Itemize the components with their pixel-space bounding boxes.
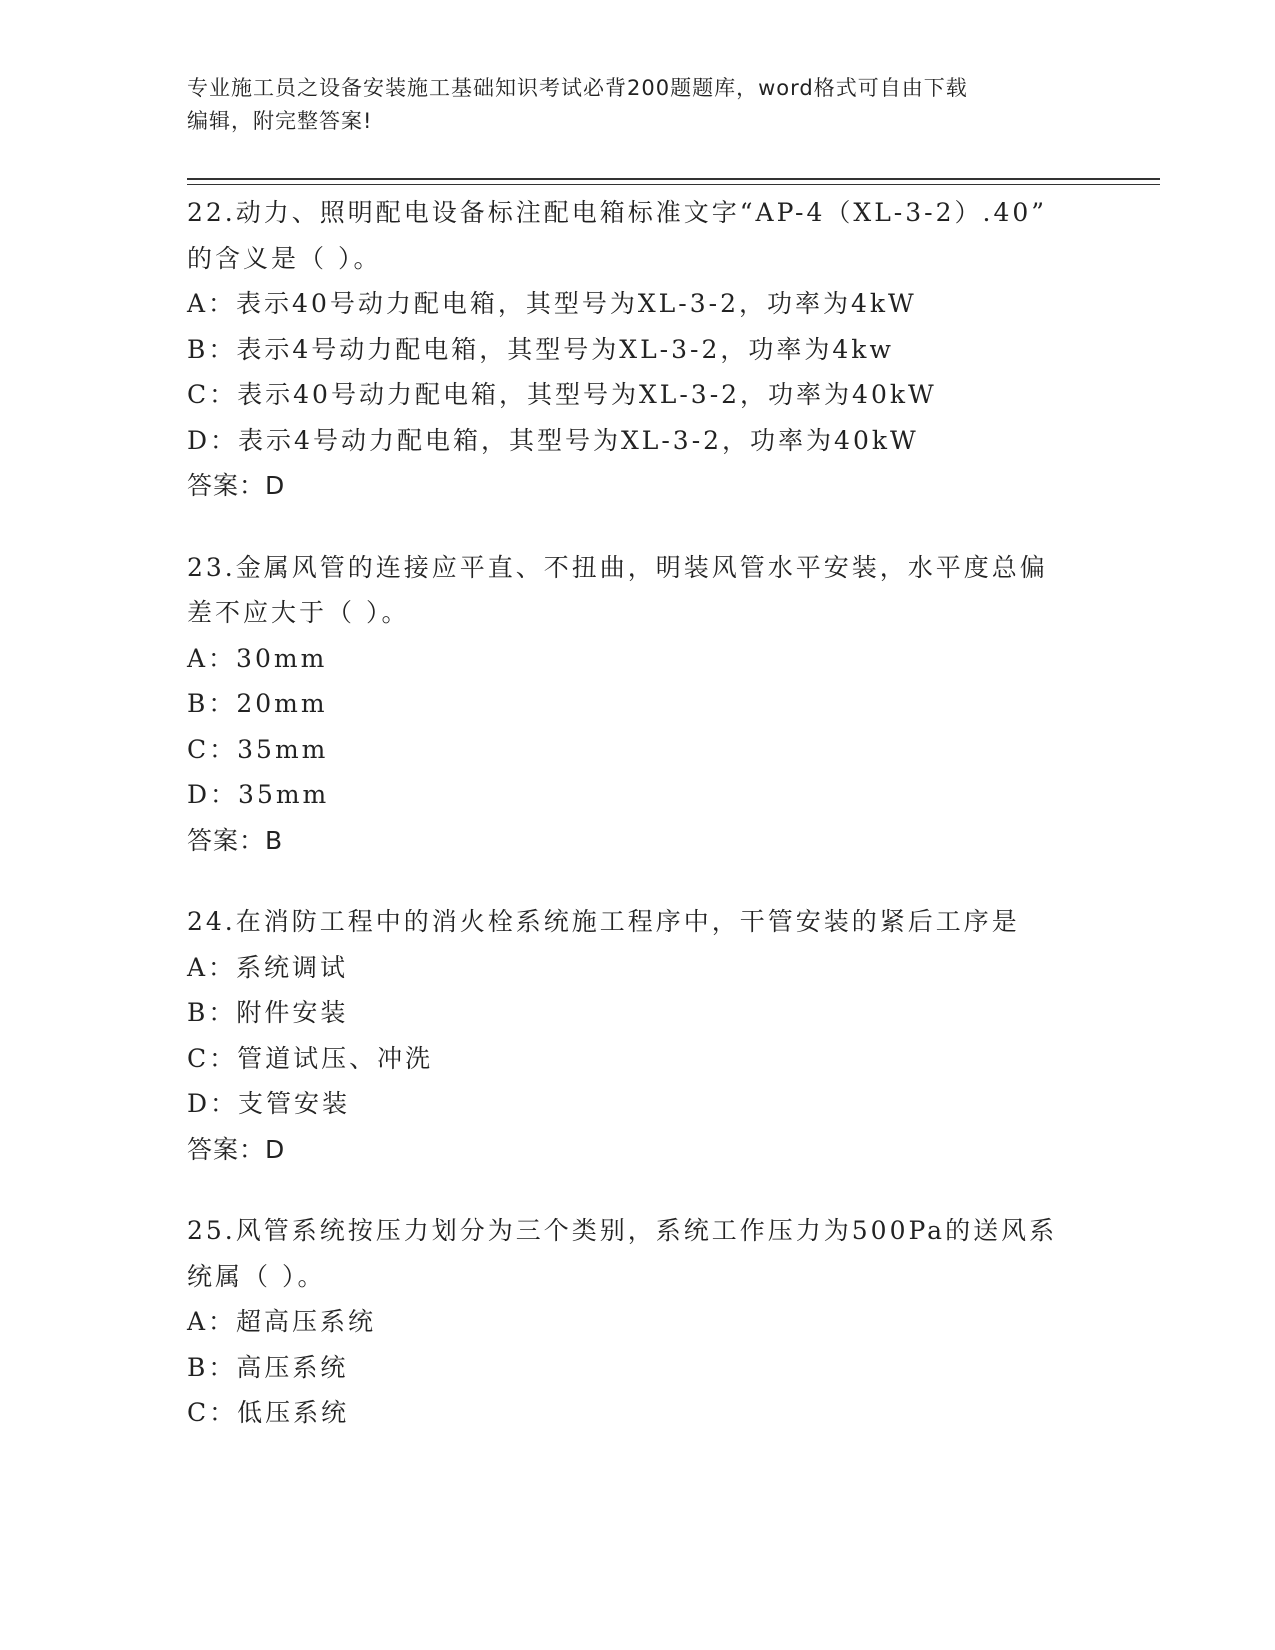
option-d: D：支管安装	[187, 1089, 351, 1118]
question-stem-line-1: 24.在消防工程中的消火栓系统施工程序中，干管安装的紧后工序是	[187, 907, 1020, 936]
answer: 答案：D	[187, 471, 286, 500]
question-25	[187, 1208, 1087, 1436]
option-b: B：高压系统	[187, 1352, 349, 1382]
option-b: B：表示4号动力配电箱，其型号为XL-3-2，功率为4kw	[187, 334, 894, 364]
question-22	[187, 190, 1087, 509]
question-stem-line-1: 25.风管系统按压力划分为三个类别，系统工作压力为500Pa的送风系	[187, 1216, 1058, 1245]
option-c: C：35mm	[187, 734, 329, 764]
option-b: B：20mm	[187, 689, 328, 718]
question-stem-line-2: 统属（ ）。	[187, 1261, 326, 1291]
option-a: A：超高压系统	[187, 1307, 377, 1336]
option-a: A：系统调试	[187, 952, 349, 982]
option-c: C：低压系统	[187, 1398, 350, 1427]
question-list	[187, 190, 1087, 1472]
question-23	[187, 545, 1087, 864]
answer: 答案：B	[187, 825, 284, 855]
header-rule-thick	[187, 178, 1160, 180]
option-a: A：表示40号动力配电箱，其型号为XL-3-2，功率为4kW	[187, 289, 917, 318]
option-b: B：附件安装	[187, 998, 349, 1027]
question-stem-line-1: 22.动力、照明配电设备标注配电箱标准文字“AP-4（XL-3-2）.40”	[187, 198, 1048, 227]
option-c: C：表示40号动力配电箱，其型号为XL-3-2，功率为40kW	[187, 380, 937, 409]
header-title-line-1: 专业施工员之设备安装施工基础知识考试必背200题题库，word格式可自由下载	[187, 76, 968, 100]
header-rule-thin	[187, 184, 1160, 185]
question-24	[187, 899, 1087, 1172]
question-stem-line-2: 差不应大于（ ）。	[187, 598, 410, 627]
option-d: D：表示4号动力配电箱，其型号为XL-3-2，功率为40kW	[187, 425, 919, 455]
option-c: C：管道试压、冲洗	[187, 1043, 434, 1073]
answer: 答案：D	[187, 1134, 286, 1164]
document-header	[187, 72, 1067, 138]
option-d: D：35mm	[187, 780, 330, 809]
question-stem-line-1: 23.金属风管的连接应平直、不扭曲，明装风管水平安装，水平度总偏	[187, 552, 1048, 582]
header-title-line-2: 编辑，附完整答案!	[187, 109, 373, 133]
option-a: A：30mm	[187, 643, 328, 673]
question-stem-line-2: 的含义是（ ）。	[187, 243, 382, 273]
